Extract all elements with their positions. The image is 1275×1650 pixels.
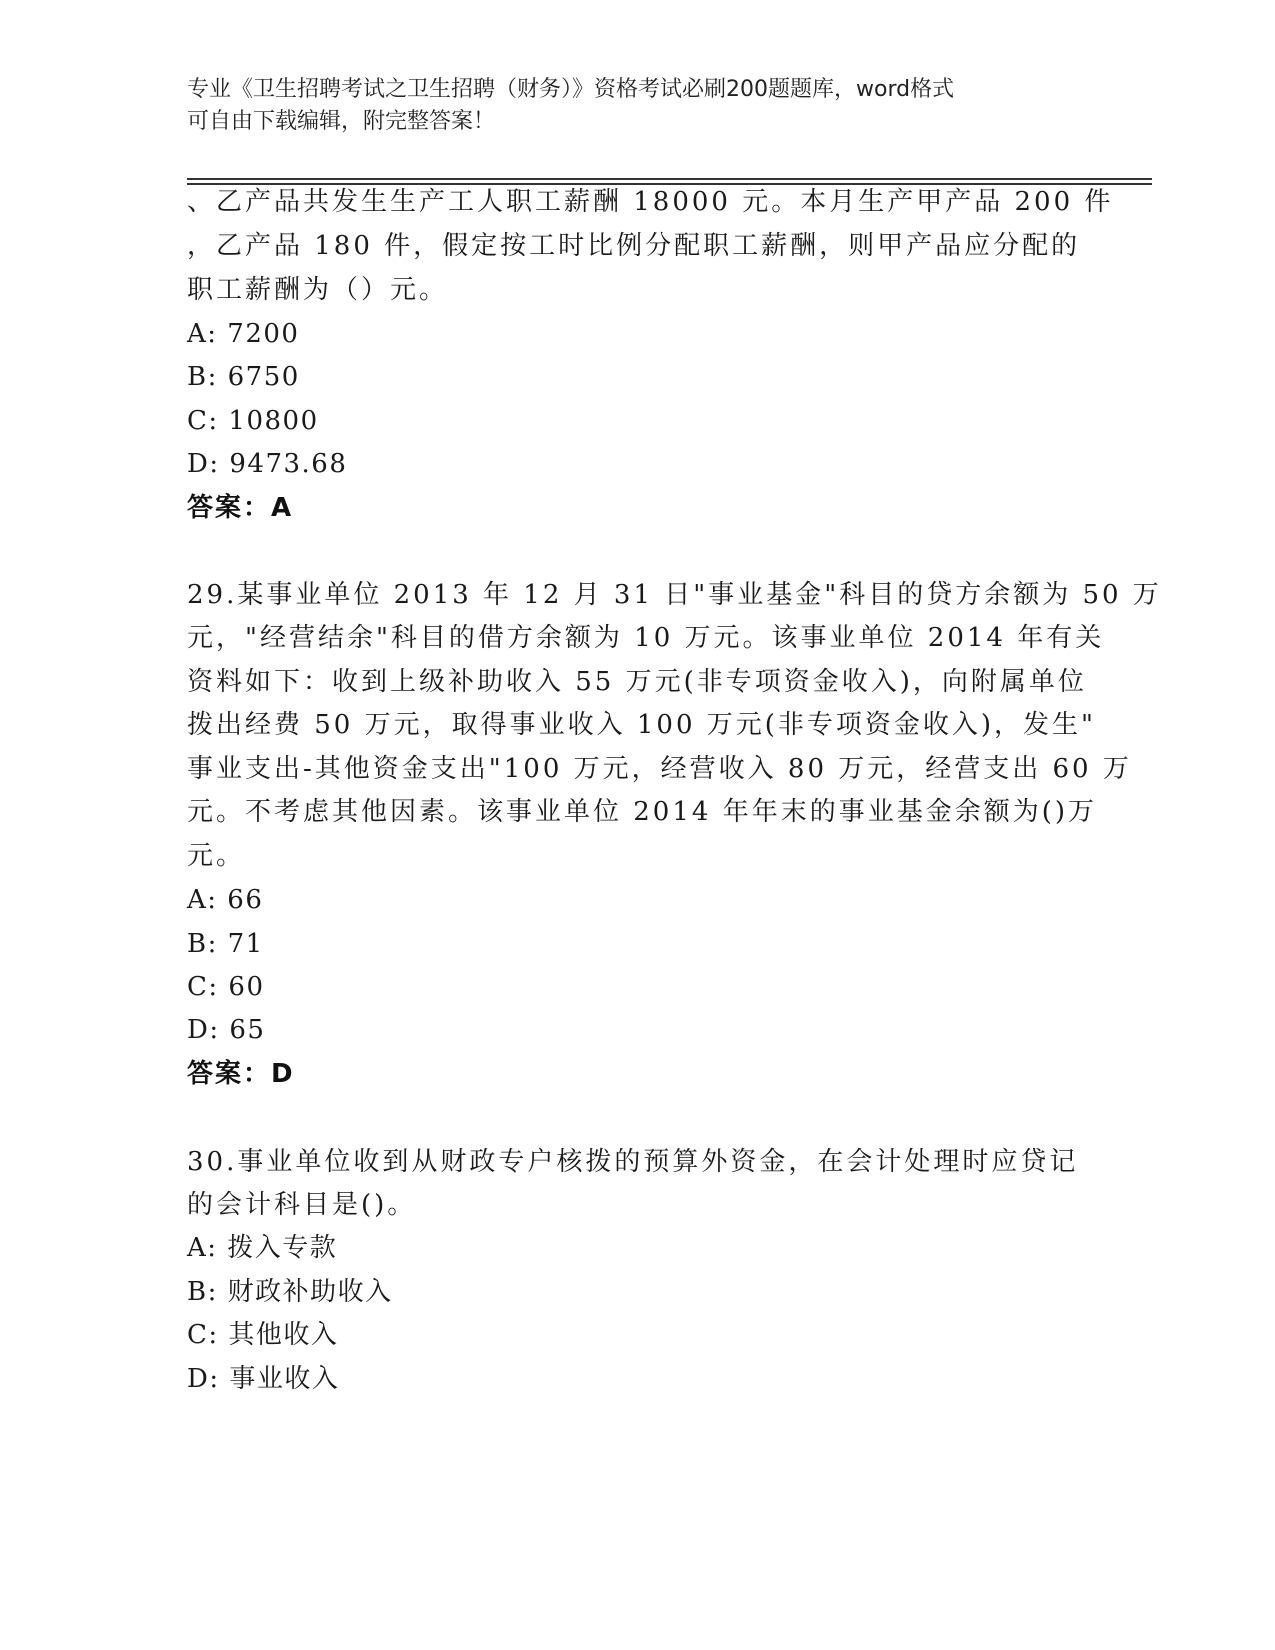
q28-text-line-1: 、乙产品共发生生产工人职工薪酬 18000 元。本月生产甲产品 200 件	[187, 187, 1114, 217]
q29-option-b: B: 71	[187, 929, 264, 959]
q28-option-d: D: 9473.68	[187, 449, 348, 479]
q29-option-c: C: 60	[187, 972, 265, 1002]
q29-option-a: A: 66	[187, 885, 264, 915]
q28-text-line-3: 职工薪酬为（）元。	[187, 275, 449, 305]
q28-answer: 答案：A	[187, 493, 294, 523]
q28-text-line-2: ，乙产品 180 件，假定按工时比例分配职工薪酬，则甲产品应分配的	[187, 231, 1081, 261]
q30-option-c: C: 其他收入	[187, 1320, 339, 1350]
q29-text-line-5: 事业支出-其他资金支出"100 万元，经营收入 80 万元，经营支出 60 万	[187, 754, 1132, 784]
q29-text-line-3: 资料如下：收到上级补助收入 55 万元(非专项资金收入)，向附属单位	[187, 667, 1087, 697]
q30-option-b: B: 财政补助收入	[187, 1277, 393, 1307]
q29-text-line-1: 29.某事业单位 2013 年 12 月 31 日"事业基金"科目的贷方余额为 50 万	[187, 580, 1162, 610]
q29-text-line-2: 元，"经营结余"科目的借方余额为 10 万元。该事业单位 2014 年有关	[187, 623, 1105, 653]
q30-text-line-2: 的会计科目是()。	[187, 1190, 417, 1220]
q28-option-a: A: 7200	[187, 319, 300, 349]
q29-text-line-4: 拨出经费 50 万元，取得事业收入 100 万元(非专项资金收入)，发生"	[187, 710, 1097, 740]
header-line-2: 可自由下载编辑，附完整答案！	[187, 109, 496, 134]
header-line-1: 专业《卫生招聘考试之卫生招聘（财务）》资格考试必刷200题题库，word格式	[187, 77, 955, 102]
q28-option-b: B: 6750	[187, 362, 300, 392]
header-divider-top	[187, 178, 1152, 180]
q29-text-line-6: 元。不考虑其他因素。该事业单位 2014 年年末的事业基金余额为()万	[187, 797, 1097, 827]
q29-answer: 答案：D	[187, 1059, 295, 1089]
q30-option-d: D: 事业收入	[187, 1364, 340, 1394]
q28-option-c: C: 10800	[187, 406, 319, 436]
header-divider-bottom	[187, 183, 1152, 185]
q29-text-line-7: 元。	[187, 841, 246, 871]
document-header	[187, 74, 1067, 138]
q29-option-d: D: 65	[187, 1015, 266, 1045]
q30-text-line-1: 30.事业单位收到从财政专户核拨的预算外资金，在会计处理时应贷记	[187, 1147, 1079, 1177]
q30-option-a: A: 拨入专款	[187, 1233, 338, 1263]
